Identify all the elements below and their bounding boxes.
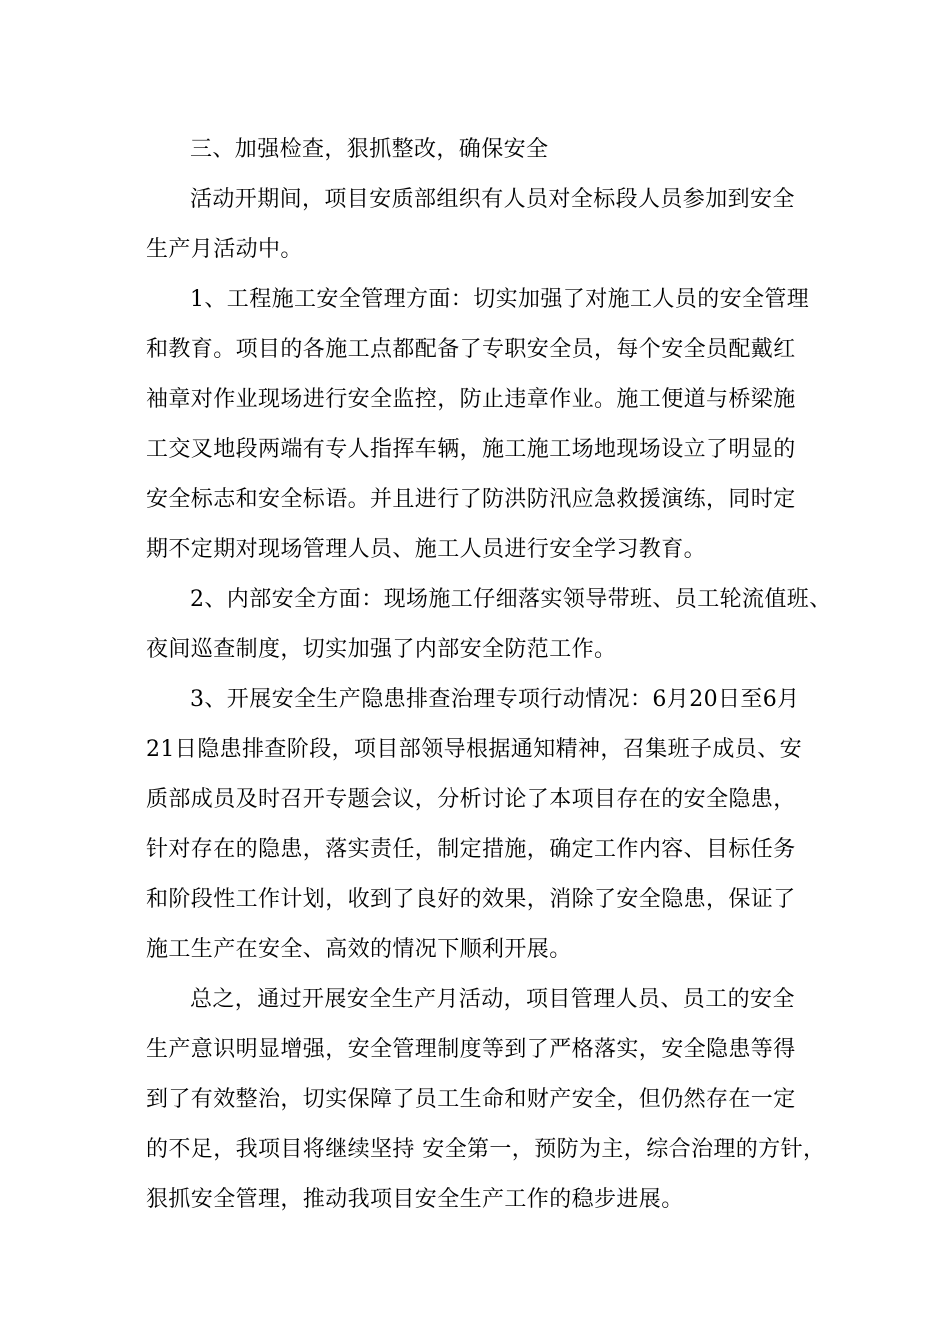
paragraph-line: 1、工程施工安全管理方面：切实加强了对施工人员的安全管理 <box>190 287 810 312</box>
section-heading: 三、加强检查，狠抓整改，确保安全 <box>190 137 549 162</box>
paragraph-line: 针对存在的隐患，落实责任，制定措施，确定工作内容、目标任务 <box>146 837 796 862</box>
paragraph-line: 3、开展安全生产隐患排查治理专项行动情况：6月20日至6月 <box>190 687 800 712</box>
paragraph-line: 和阶段性工作计划，收到了良好的效果，消除了安全隐患，保证了 <box>146 887 796 912</box>
paragraph-line: 生产月活动中。 <box>146 237 303 262</box>
paragraph-line: 活动开期间，项目安质部组织有人员对全标段人员参加到安全 <box>190 187 795 212</box>
paragraph-line: 21日隐患排查阶段，项目部领导根据通知精神，召集班子成员、安 <box>146 737 802 762</box>
paragraph-line: 袖章对作业现场进行安全监控，防止违章作业。施工便道与桥梁施 <box>146 387 796 412</box>
paragraph-line: 狠抓安全管理，推动我项目安全生产工作的稳步进展。 <box>146 1187 684 1212</box>
paragraph-line: 生产意识明显增强，安全管理制度等到了严格落实，安全隐患等得 <box>146 1037 796 1062</box>
paragraph-line: 夜间巡查制度，切实加强了内部安全防范工作。 <box>146 637 617 662</box>
paragraph-line: 质部成员及时召开专题会议，分析讨论了本项目存在的安全隐患， <box>146 787 796 812</box>
paragraph-line: 到了有效整治，切实保障了员工生命和财产安全，但仍然存在一定 <box>146 1087 796 1112</box>
paragraph-line: 总之，通过开展安全生产月活动，项目管理人员、员工的安全 <box>190 987 795 1012</box>
paragraph-line: 2、内部安全方面：现场施工仔细落实领导带班、员工轮流值班、 <box>190 587 832 612</box>
paragraph-line: 安全标志和安全标语。并且进行了防洪防汛应急救援演练，同时定 <box>146 487 796 512</box>
paragraph-line: 施工生产在安全、高效的情况下顺利开展。 <box>146 937 572 962</box>
paragraph-line: 的不足，我项目将继续坚持 安全第一，预防为主，综合治理的方针， <box>146 1137 826 1162</box>
paragraph-line: 和教育。项目的各施工点都配备了专职安全员，每个安全员配戴红 <box>146 337 796 362</box>
paragraph-line: 期不定期对现场管理人员、施工人员进行安全学习教育。 <box>146 537 707 562</box>
paragraph-line: 工交叉地段两端有专人指挥车辆，施工施工场地现场设立了明显的 <box>146 437 796 462</box>
